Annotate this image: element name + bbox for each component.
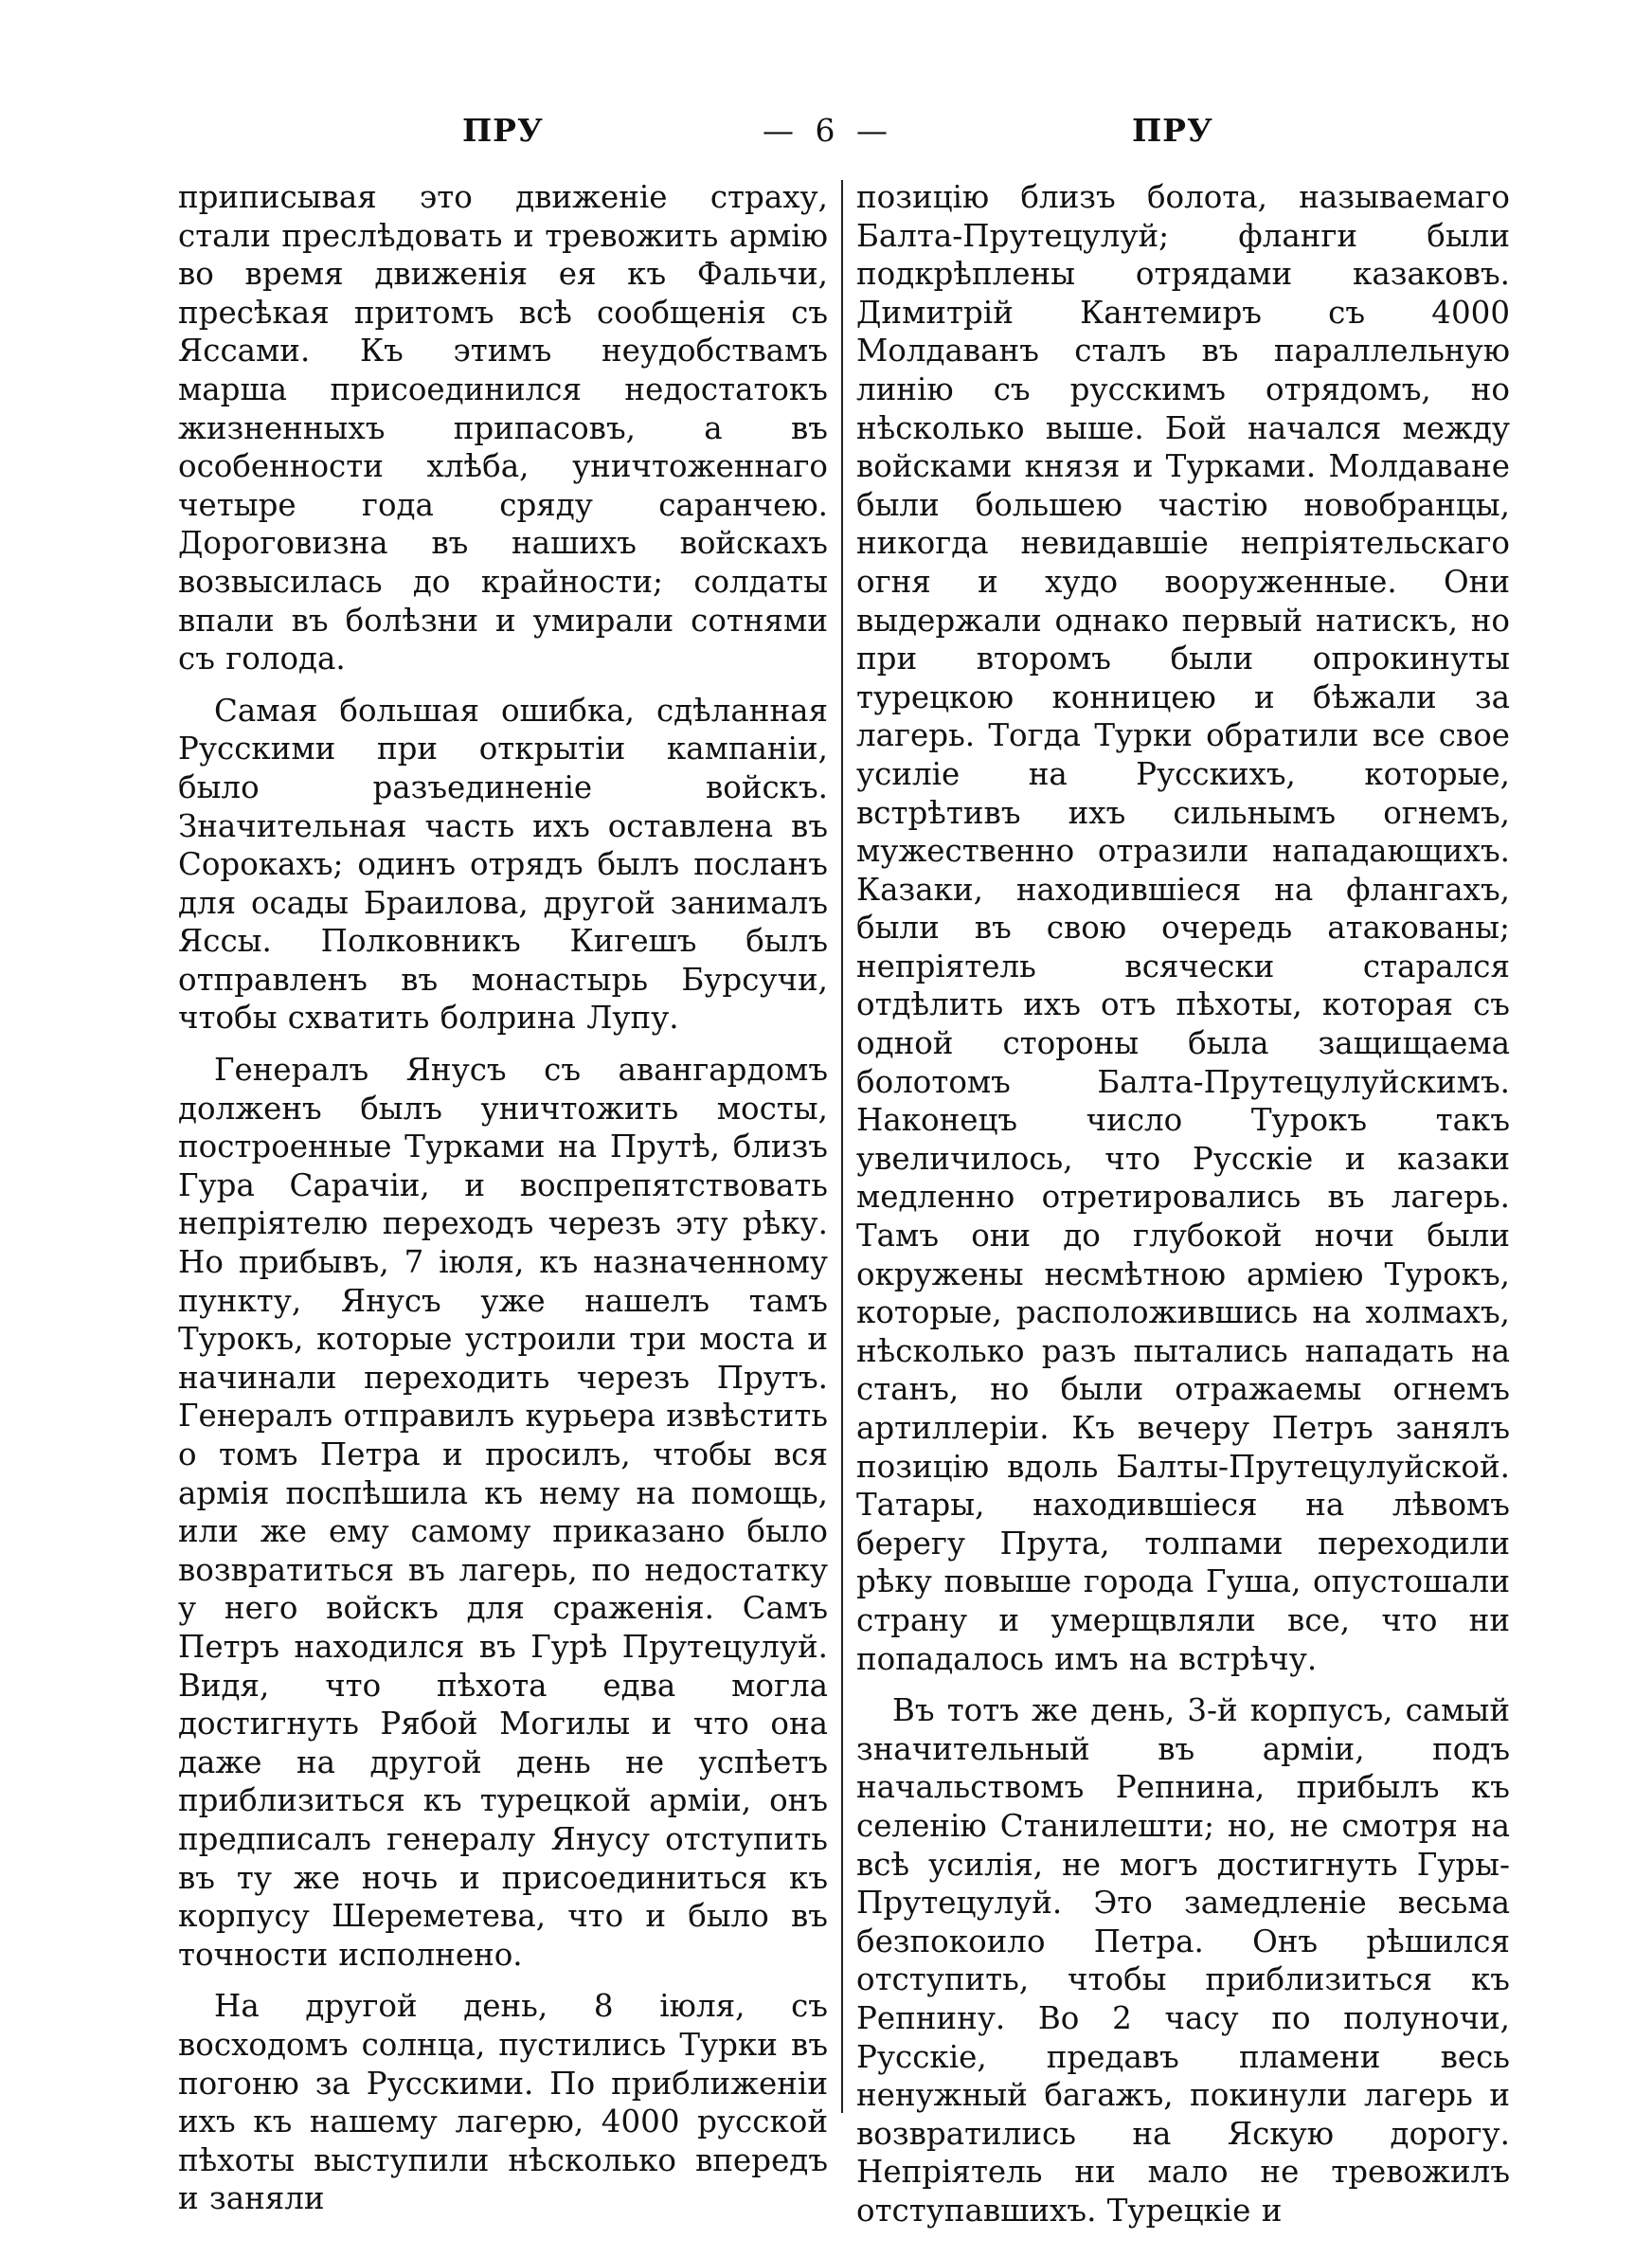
right-column (856, 178, 1510, 2230)
paragraph: Въ тотъ же день, 3-й корпусъ, самый значительный въ арміи, подъ начальствомъ Репнина, прибылъ къ селенію Станилешти; но, не смотря на всѣ усилія, не могъ достигнуть Гуры-Прутецулуй. Это замедленіе весьма безпокоило Петра. Онъ рѣшился отступить, чтобы приблизиться къ Репнину. Во 2 часу по полуночи, Русскіе, предавъ пламени весь ненужный багажъ, покинули лагерь и возвратились на Яскую дорогу. Непріятель ни мало не тревожилъ отступавшихъ. Турецкіе и (856, 1692, 1510, 2229)
running-head-left: ПРУ (462, 112, 544, 149)
running-head-right: ПРУ (1132, 112, 1213, 149)
left-column (178, 178, 828, 2218)
paragraph: позицію близъ болота, называемаго Балта-Прутецулуй; фланги были подкрѣплены отрядами казаковъ. Димитрій Кантемиръ съ 4000 Молдаванъ сталъ въ параллельную линію съ русскимъ отрядомъ, но нѣсколько выше. Бой начался между войсками князя и Турками. Молдаване были большею частію новобранцы, никогда невидавшіе непріятельскаго огня и худо вооруженные. Они выдержали однако первый натискъ, но при второмъ были опрокинуты турецкою конницею и бѣжали за лагерь. Тогда Турки обратили все свое усиліе на Русскихъ, которые, встрѣтивъ ихъ сильнымъ огнемъ, мужественно отразили нападающихъ. Казаки, находившіеся на флангахъ, были въ свою очередь атакованы; непріятель всячески старался отдѣлить ихъ отъ пѣхоты, которая съ одной стороны была защищаема болотомъ Балта-Прутецулуйскимъ. Наконецъ число Турокъ такъ увеличилось, что Русскіе и казаки медленно отретировались въ лагерь. Тамъ они до глубокой ночи были окружены несмѣтною арміею Турокъ, которые, расположившись на холмахъ, нѣсколько разъ пытались нападать на станъ, но были отражаемы огнемъ артиллеріи. Къ вечеру Петръ занялъ позицію вдоль Балты-Прутецулуйской. Татары, находившіеся на лѣвомъ берегу Прута, толпами переходили рѣку повыше города Гуша, опустошали страну и умерщвляли все, что ни попадалось имъ на встрѣчу. (856, 179, 1510, 1677)
paragraph: На другой день, 8 іюля, съ восходомъ солнца, пустились Турки въ погоню за Русскими. По приближеніи ихъ къ нашему лагерю, 4000 русской пѣхоты выступили нѣсколько впередъ и заняли (178, 1988, 828, 2217)
page-number: — 6 — (763, 112, 893, 149)
paragraph: Самая большая ошибка, сдѣланная Русскими при открытіи кампаніи, было разъединеніе войскъ. Значительная часть ихъ оставлена въ Сорокахъ; одинъ отрядъ былъ посланъ для осады Браилова, другой занималъ Яссы. Полковникъ Кигешъ былъ отправленъ въ монастырь Бурсучи, чтобы схватить болрина Лупу. (178, 692, 828, 1037)
page-header (0, 112, 1652, 159)
paragraph: приписывая это движеніе страху, стали преслѣдовать и тревожить армію во время движенія ея къ Фальчи, пресѣкая притомъ всѣ сообщенія съ Яссами. Къ этимъ неудобствамъ марша присоединился недостатокъ жизненныхъ припасовъ, а въ особенности хлѣба, уничтоженнаго четыре года сряду саранчею. Дороговизна въ нашихъ войскахъ возвысилась до крайности; солдаты впали въ болѣзни и умирали сотнями съ голода. (178, 179, 828, 677)
column-divider (841, 180, 843, 2113)
paragraph: Генералъ Янусъ съ авангардомъ долженъ былъ уничтожить мосты, построенные Турками на Прутѣ, близъ Гура Сарачіи, и воспрепятствовать непріятелю переходъ черезъ эту рѣку. Но прибывъ, 7 іюля, къ назначенному пункту, Янусъ уже нашелъ тамъ Турокъ, которые устроили три моста и начинали переходить черезъ Прутъ. Генералъ отправилъ курьера извѣстить о томъ Петра и просилъ, чтобы вся армія поспѣшила къ нему на помощь, или же ему самому приказано было возвратиться въ лагерь, по недостатку у него войскъ для сраженія. Самъ Петръ находился въ Гурѣ Прутецулуй. Видя, что пѣхота едва могла достигнуть Рябой Могилы и что она даже на другой день не успѣетъ приблизиться къ турецкой арміи, онъ предписалъ генералу Янусу отступить въ ту же ночь и присоединиться къ корпусу Шереметева, что и было въ точности исполнено. (178, 1052, 828, 1973)
